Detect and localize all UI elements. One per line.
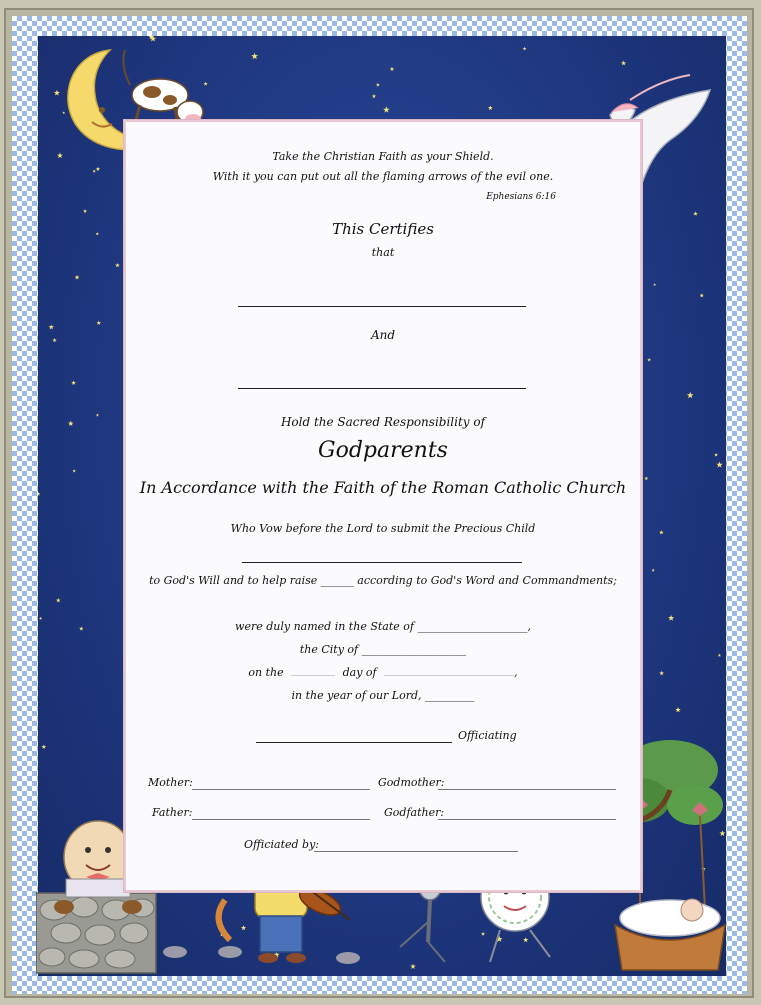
star [523,47,527,51]
and-word: And [370,328,396,342]
star [668,615,674,621]
star [75,275,80,280]
star [675,707,681,712]
star [56,598,61,603]
godmother-label: Godmother: [378,776,445,789]
star [115,263,120,267]
star [390,67,395,71]
vow-line: Who Vow before the Lord to submit the Precious Child [230,522,536,535]
star [96,413,99,416]
star [714,453,718,457]
certifies-title: This Certifies [332,220,434,238]
godfather-signature-line[interactable] [438,819,616,820]
star [372,94,376,98]
officiant-signature-line[interactable] [256,742,452,743]
star [488,105,493,110]
verse-line-1: Take the Christian Faith as your Shield. [272,150,494,163]
commitment-line: to God's Will and to help raise ______ according to God's Word and Commandments; [149,574,617,587]
star [644,476,648,480]
star [79,626,83,630]
verse-reference: Ephesians 6:16 [486,192,556,202]
star [39,617,42,620]
godparent-1-name-line[interactable] [238,306,526,307]
star [621,61,626,66]
officiating-label: Officiating [458,729,517,742]
certificate-paper [124,120,642,892]
star [71,380,76,385]
father-label: Father: [152,806,193,819]
father-signature-line[interactable] [192,819,370,820]
star [83,209,87,213]
state-line: were duly named in the State of ____________________, [235,620,531,633]
officiated-by-signature-line[interactable] [314,851,518,852]
day-on-label: on the [248,666,284,679]
star [96,321,101,325]
star [718,654,722,657]
star [659,671,664,676]
mother-signature-line[interactable] [192,789,370,790]
officiated-by-label: Officiated by: [244,838,319,851]
star [68,421,74,427]
star [376,83,380,87]
city-line: the City of ___________________ [299,643,467,656]
day-line [126,666,640,679]
star [652,569,655,572]
star [49,324,55,329]
star [52,338,56,342]
godparents-title: Godparents [318,438,448,463]
star [38,491,41,496]
star [687,392,694,399]
accordance-line: In Accordance with the Faith of the Roman Catholic Church [139,478,627,497]
star [251,53,258,60]
day-of-label: day of [342,666,377,679]
star [72,469,76,472]
day-comma: , [514,666,518,679]
star [383,106,390,112]
year-line: in the year of our Lord, _________ [291,689,475,702]
mother-label: Mother: [148,776,193,789]
star [700,293,704,297]
certifies-that: that [371,246,395,259]
star [647,358,651,362]
star [659,530,664,534]
responsibility-line: Hold the Sacred Responsibility of [280,415,486,429]
day-blank[interactable] [291,675,335,676]
star [716,462,723,468]
star [653,283,656,286]
star [693,211,698,215]
verse-line-2: With it you can put out all the flaming arrows of the evil one. [212,170,554,183]
godmother-signature-line[interactable] [438,789,616,790]
godparent-2-name-line[interactable] [238,388,526,389]
star [41,744,46,749]
month-blank[interactable] [384,675,514,676]
child-name-line[interactable] [242,562,522,563]
godfather-label: Godfather: [384,806,445,819]
star [96,232,100,235]
